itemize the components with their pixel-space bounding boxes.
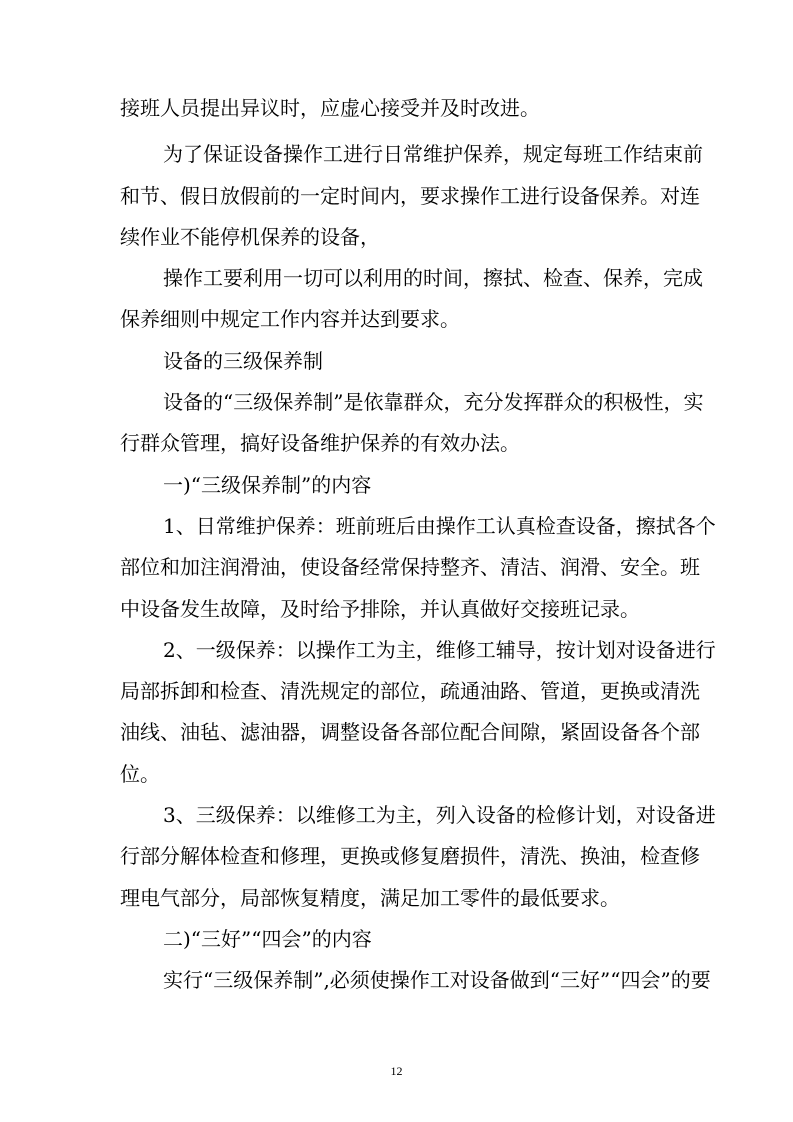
text-line: 设备的三级保养制: [163, 348, 323, 373]
page-number: 12: [390, 1064, 403, 1078]
document-body: [120, 88, 716, 1002]
text-line: 行群众管理，搞好设备维护保养的有效办法。: [120, 431, 520, 456]
text-line: 和节、假日放假前的一定时间内，要求操作工进行设备保养。对连: [120, 183, 700, 208]
text-line: 接班人员提出异议时，应虚心接受并及时改进。: [120, 96, 540, 120]
text-line: 二)“三好”“四会”的内容: [163, 926, 372, 951]
text-line: 中设备发生故障，及时给予排除，并认真做好交接班记录。: [120, 596, 640, 621]
text-line: 设备的“三级保养制”是依靠群众，充分发挥群众的积极性，实: [163, 390, 704, 415]
text-line: 3、三级保养：以维修工为主，列入设备的检修计划，对设备进: [163, 803, 716, 828]
text-line: 续作业不能停机保养的设备，: [120, 224, 380, 249]
text-line: 实行“三级保养制”,必须使操作工对设备做到“三好”“四会”的要: [163, 968, 711, 993]
text-line: 理电气部分，局部恢复精度，满足加工零件的最低要求。: [120, 885, 620, 910]
text-line: 位。: [120, 761, 160, 786]
text-line: 保养细则中规定工作内容并达到要求。: [120, 307, 460, 332]
text-line: 部位和加注润滑油，使设备经常保持整齐、清洁、润滑、安全。班: [120, 555, 700, 580]
text-line: 一)“三级保养制”的内容: [163, 472, 372, 497]
text-line: 1、日常维护保养：班前班后由操作工认真检查设备，擦拭各个: [163, 513, 716, 538]
text-line: 局部拆卸和检查、清洗规定的部位，疏通油路、管道，更换或清洗: [120, 679, 700, 704]
text-line: 2、一级保养：以操作工为主，维修工辅导，按计划对设备进行: [163, 637, 716, 662]
text-line: 油线、油毡、滤油器，调整设备各部位配合间隙，紧固设备各个部: [120, 720, 700, 745]
text-line: 为了保证设备操作工进行日常维护保养，规定每班工作结束前: [163, 142, 703, 167]
text-line: 操作工要利用一切可以利用的时间，擦拭、检查、保养，完成: [163, 266, 703, 291]
text-line: 行部分解体检查和修理，更换或修复磨损件，清洗、换油，检查修: [120, 844, 700, 869]
